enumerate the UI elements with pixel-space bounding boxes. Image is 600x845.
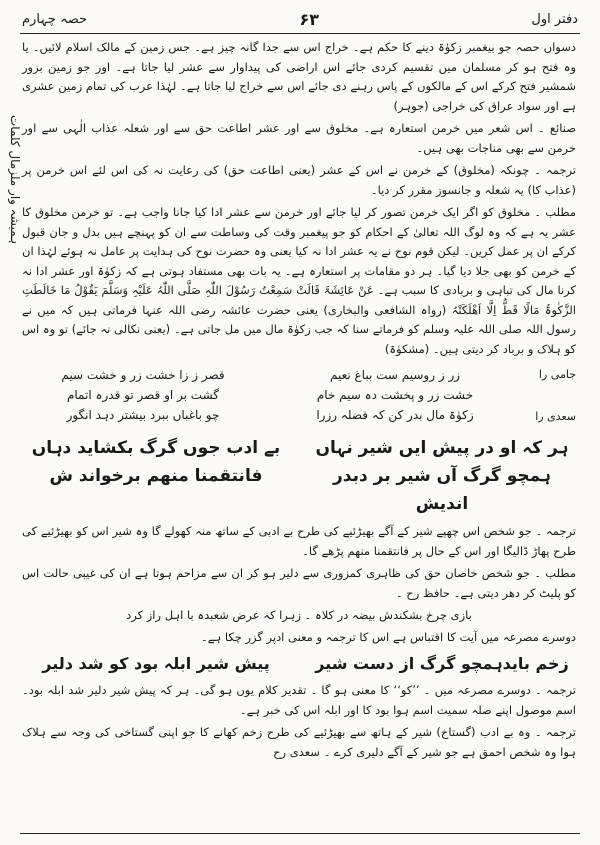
verse-attribution: جامی را سعدی را [535,368,576,423]
verse-right-column: زر ز روسیم ست بباغ نعیم خشت زر و پخشت دہ سیم خام زکوٰۃ مال بدر کن کہ فضلہ رزرا [316,368,474,422]
main-couplet [22,434,576,518]
paragraph-tarjuma-1: ترجمہ ۔ چونکہ (مخلوق) کے خرمن نے اس کے عشر (یعنی اطاعت حق) کی رعایت نہ کی اس لئے اس خرمن پر (عذاب کا) یہ شعلہ و جانسوز مقرر کر دیا۔ [22,163,576,197]
verse-left-column: قصر ز زا خشت زر و خشت سیم گشت بر او قصر تو قدرہ اتمام چو باغباں ببرد بیشتر دہد انگور [61,368,225,422]
footer-rule [20,833,580,834]
paragraph-zakat: دسواں حصہ جو بیغمبر زکوٰۃ دینے کا حکم ہے۔ خراج اس سے جدا گانہ چیز ہے۔ جس زمین کے مالک اسلام لائیں۔ یا وہ فتح ہو کر مسلمان میں تقسیم کردی جائے اس اراضی کی پیداوار سے عشر لیا جاتا ہے۔ اور جو زمین بزور شمشیر فتح کرکے اس کے مالکوں کے پاس رہنے دی جائے اس سے خراج لیا جاتا ہے۔ لہٰذا عرب کی تمام زمین عشری ہے اور سواد عراق کی خراجی (جوہر) [22,40,576,113]
verse-block-jami-saadi [22,365,576,426]
margin-note: ہمیشہ وار ملزمال کلمات [8,114,22,244]
couplet-right: ہر کہ او در پیش ایں شیر نہاں ہمچو گرگ آں شیر بر دبدر اندیش [315,438,569,514]
second-couplet: زخم بایدہمچو گرگ از دست شیر پیش شیر ابلہ بود کو شد دلیر [42,654,569,673]
page-number: ۶۳ [299,9,319,29]
couplet-left: بے ادب جوں گرگ بکشاید دہاں فانتقمنا منھم برخواند ش [31,438,281,486]
page-header [22,6,578,32]
paragraph-tarjuma-2: ترجمہ ۔ جو شخص اس چھپے شیر کے آگے بھیڑئیے کی طرح بے ادبی کے ساتھ منہ کھولے گا وہ شیر اس کو بھیڑئیے کی طرح پھاڑ ڈالیگا اور اس کے حال پر فانتقمنا منھم پڑھے گا۔ [22,524,576,558]
header-section-left: حصہ چہارم [22,11,87,27]
paragraph-iqtibas: دوسرے مصرعہ میں آیت کا اقتباس ہے اس کا ترجمہ و معنی ادپر گزر چکا ہے۔ [201,629,576,644]
paragraph-matlab-1: مطلب ۔ مخلوق کو اگر ایک خرمن تصور کر لیا جائے اور خرمن سے عشر ادا کیا جانا واجب ہے۔ تو خرمن مخلوق کا عشر یہ ہے کہ وہ لوگ اللہ تعالیٰ کے احکام کو جو پیغمبر وقت کی وساطت سے ان کو پہنچے ہیں بدل و جان قبول کرکے ان پر عمل کریں۔ لیکن قوم نوح نے یہ عشر ادا نہ کیا یعنی وہ حضرت نوح کی ہدایت پر عامل نہ ہوئے لہٰذا ان کے خرمن کو بھی جلا دیا گیا۔ ہر دو مقامات پر استعارہ ہے۔ یہ بات بھی مستفاد ہوتی ہے کہ زکوٰۃ اور عشر ادا نہ کرنا مال کی تباہی و بربادی کا سبب ہے۔ عَنْ عَائِشَۃَ قَالَتْ سَمِعْتُ رَسُوْلَ اللّٰہِ صَلَّی اللّٰہُ عَلَیْہِ وَسَلَّمَ یَقُوْلُ مَا خَالَطَتِ الزَّکٰوۃُ مَالًا قَطُّ اِلَّا اَھْلَکَتْہُ (رواہ الشافعی والبخاری) یعنی حضرت عائشہ رضی اللہ عنہا فرماتی ہیں کہ میں نے رسول اللہ صلی اللہ علیہ وسلم کو فرماتے سنا کہ جب زکوٰۃ مال میں مل جاتی ہے۔ (یعنی نکالی نہ جائے) تو وہ اس کو ہلاک و برباد کر دیتی ہیں۔ (مشکوٰۃ) [22,205,576,356]
paragraph-sanaye: صنائع ۔ اس شعر میں خرمن استعارہ ہے۔ مخلوق سے اور عشر اطاعت حق سے اور شعلہ عذاب الٰہی سے اور خرمن سے بھی مناجات بھی ہیں۔ [22,121,576,155]
paragraph-tarjuma-3: ترجمہ ۔ دوسرے مصرعہ میں ۔ ’’کو‘‘ کا معنی ہو گا ۔ تقدیر کلام یوں ہو گی۔ ہر کہ پیش شیر دلیر شد ابلہ بود۔ اسم موصول اپنے صلہ سمیت اسم ہوا بود کا اور ابلہ اس کی خبر ہے۔ [22,683,576,717]
header-book-right: دفتر اول [531,11,578,27]
paragraph-matlab-2: مطلب ۔ جو شخص خاصان حق کی ظاہری کمزوری سے دلیر ہو کر ان سے مزاحم ہوتا ہے ان کی غیبی حالت اس کو پلیٹ کر دھر دیتی ہے۔ حافظ رح ۔ [22,566,576,600]
header-rule [20,33,580,34]
hafiz-verse: بازی چرخ بشکندش بیضہ در کلاہ ۔ زہرا کہ عرض شعبدہ با اہل راز کرد [126,608,472,622]
paragraph-tarjuma-4: ترجمہ ۔ وہ بے ادب (گستاخ) شیر کے ہاتھ سے بھیڑئیے کی طرح زخم کھانے کا جو اپنی گستاخی کی وجہ سے ہلاک ہوا وہ شخص احمق ہے جو شیر کے آگے دلیری کرے ۔ سعدی رح [22,725,576,759]
page-body [22,38,576,765]
